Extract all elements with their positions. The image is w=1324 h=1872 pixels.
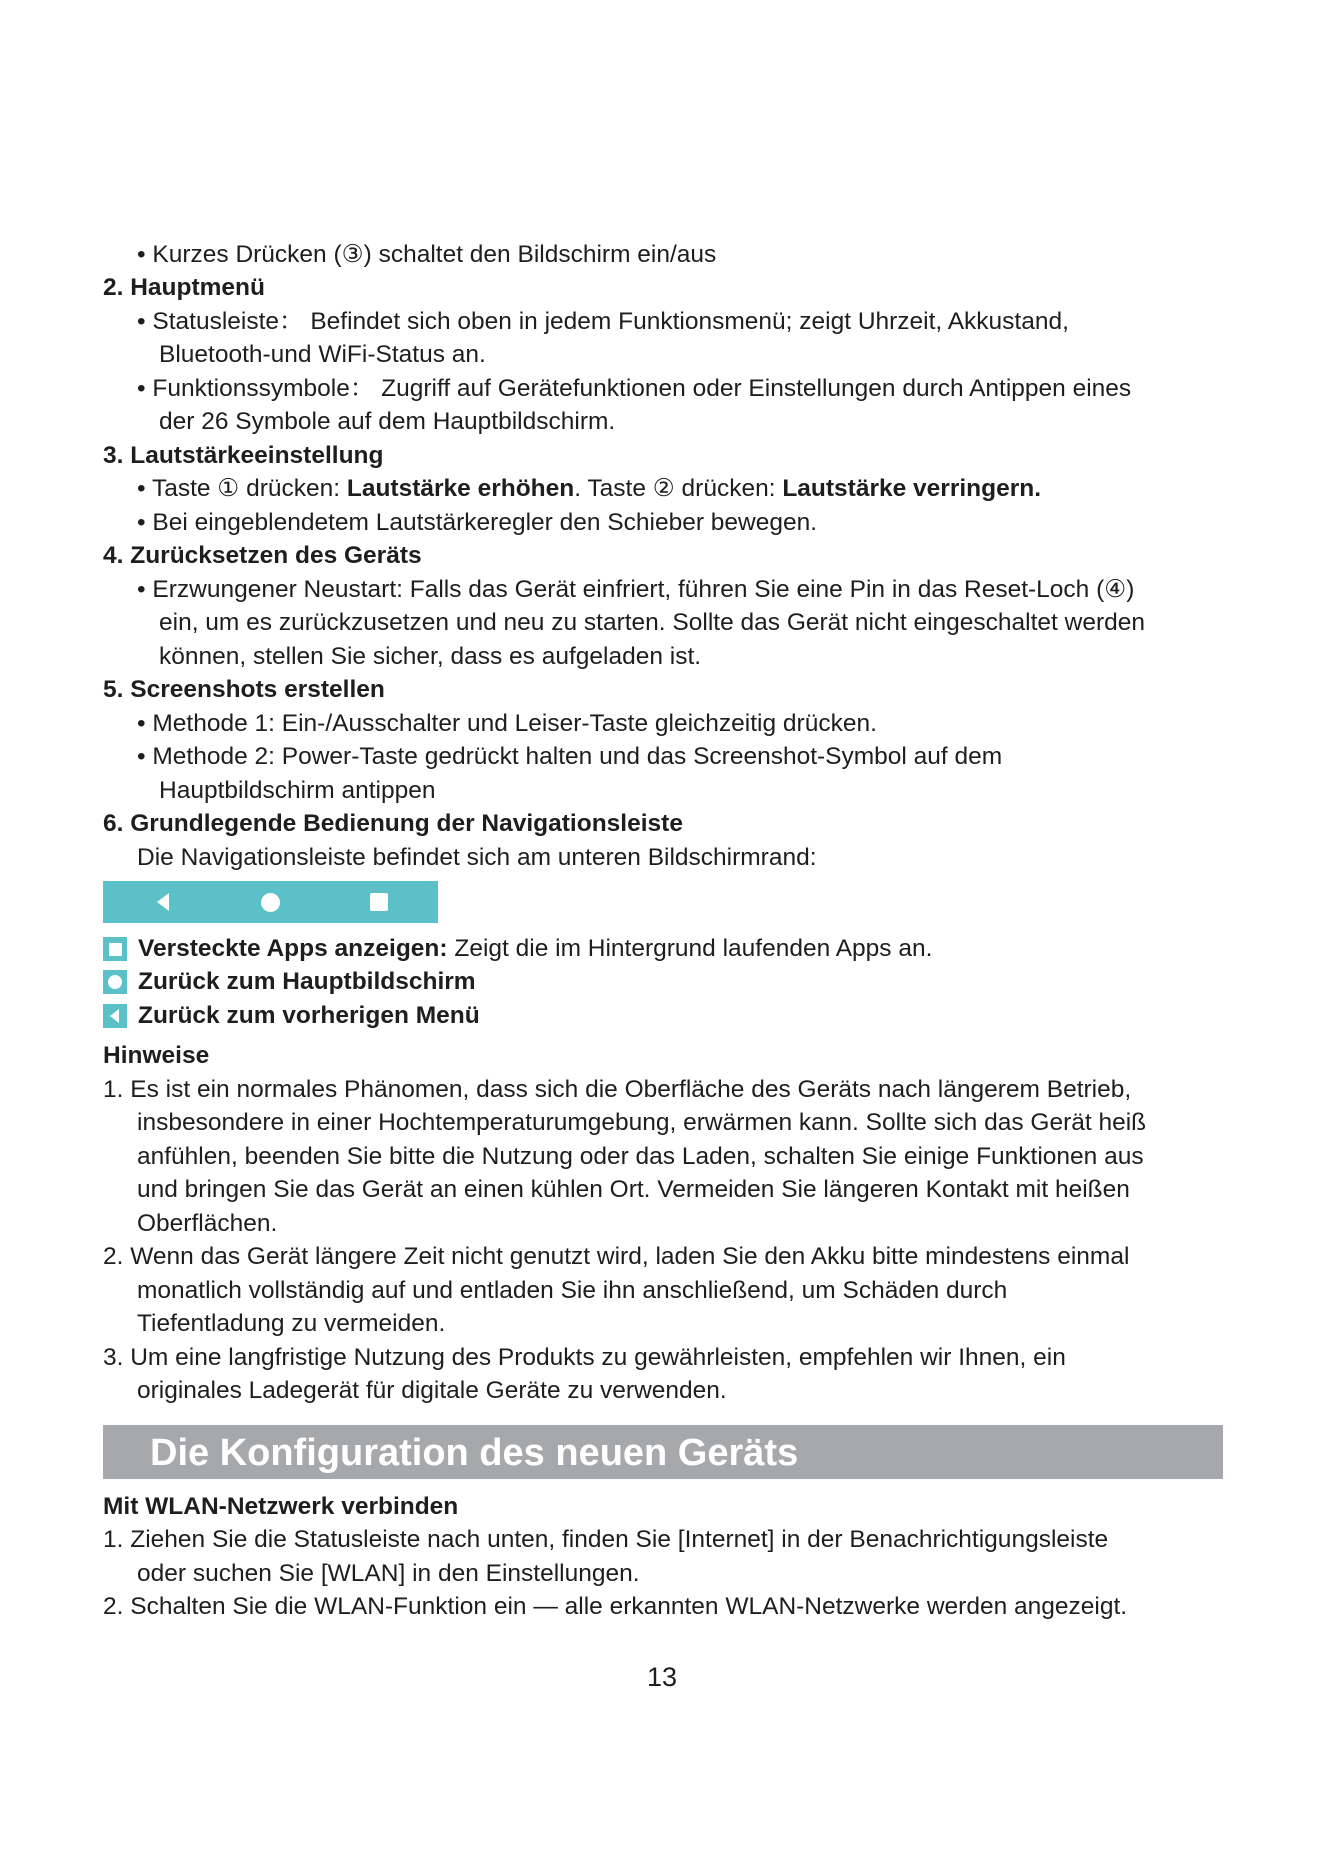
note-1-cont-3: und bringen Sie das Gerät an einen kühlen Ort. Vermeiden Sie längeren Kontakt mit heißen xyxy=(137,1176,1130,1203)
short-press-bullet: • Kurzes Drücken (③) schaltet den Bildschirm ein/aus xyxy=(137,241,717,268)
navbar-intro: Die Navigationsleiste befindet sich am unteren Bildschirmrand: xyxy=(137,844,817,871)
recent-apps-icon xyxy=(103,937,127,961)
volume-down-label: Lautstärke verringern. xyxy=(782,475,1042,502)
legend-recent-bold: Versteckte Apps anzeigen: xyxy=(138,935,448,962)
legend-recent-apps xyxy=(138,932,932,966)
navigation-bar-illustration xyxy=(103,881,438,923)
section-banner xyxy=(103,1425,1223,1479)
volume-up-label: Lautstärke erhöhen xyxy=(346,475,575,502)
note-3: 3. Um eine langfristige Nutzung des Produkts zu gewährleisten, empfehlen wir Ihnen, ein xyxy=(103,1344,1066,1371)
back-triangle-icon xyxy=(151,881,175,923)
note-3-cont-1: originales Ladegerät für digitale Geräte zu verwenden. xyxy=(137,1377,727,1404)
legend-home: Zurück zum Hauptbildschirm xyxy=(138,968,476,995)
legend-recent-text: Zeigt die im Hintergrund laufenden Apps an. xyxy=(447,935,933,962)
function-symbols-bullet: • Funktionssymbole： Zugriff auf Gerätefunktionen oder Einstellungen durch Antippen eines xyxy=(137,375,1132,402)
function-symbols-bullet-cont: der 26 Symbole auf dem Hauptbildschirm. xyxy=(159,408,616,435)
section-3-heading: 3. Lautstärkeeinstellung xyxy=(103,442,384,469)
note-1-cont-2: anfühlen, beenden Sie bitte die Nutzung oder das Laden, schalten Sie einige Funktionen aus xyxy=(137,1143,1144,1170)
wlan-step-1: 1. Ziehen Sie die Statusleiste nach unten, finden Sie [Internet] in der Benachrichtigungsleiste xyxy=(103,1526,1109,1553)
home-circle-icon xyxy=(258,881,282,923)
section-2-heading: 2. Hauptmenü xyxy=(103,274,265,301)
screenshot-method-1: • Methode 1: Ein-/Ausschalter und Leiser-Taste gleichzeitig drücken. xyxy=(137,710,877,737)
section-5-heading: 5. Screenshots erstellen xyxy=(103,676,385,703)
wlan-step-1-cont: oder suchen Sie [WLAN] in den Einstellungen. xyxy=(137,1560,640,1587)
volume-keys-text-a: • Taste ① drücken: xyxy=(137,475,347,502)
statusbar-bullet: • Statusleiste： Befindet sich oben in jedem Funktionsmenü; zeigt Uhrzeit, Akkustand, xyxy=(137,308,1069,335)
note-2-cont-1: monatlich vollständig auf und entladen Sie ihn anschließend, um Schäden durch xyxy=(137,1277,1008,1304)
note-1-cont-4: Oberflächen. xyxy=(137,1210,278,1237)
wlan-heading: Mit WLAN-Netzwerk verbinden xyxy=(103,1493,459,1520)
volume-slider-bullet: • Bei eingeblendetem Lautstärkeregler den Schieber bewegen. xyxy=(137,509,818,536)
statusbar-bullet-cont: Bluetooth-und WiFi-Status an. xyxy=(159,341,486,368)
legend-back: Zurück zum vorherigen Menü xyxy=(138,1002,480,1029)
note-1: 1. Es ist ein normales Phänomen, dass sich die Oberfläche des Geräts nach längerem Betrieb, xyxy=(103,1076,1132,1103)
wlan-step-2: 2. Schalten Sie die WLAN-Funktion ein — alle erkannten WLAN-Netzwerke werden angezeigt. xyxy=(103,1593,1128,1620)
reset-bullet: • Erzwungener Neustart: Falls das Gerät einfriert, führen Sie eine Pin in das Reset-Loch (④) xyxy=(137,576,1135,603)
banner-title: Die Konfiguration des neuen Geräts xyxy=(150,1432,799,1474)
note-2: 2. Wenn das Gerät längere Zeit nicht genutzt wird, laden Sie den Akku bitte mindestens einmal xyxy=(103,1243,1130,1270)
volume-keys-text-c: . Taste ② drücken: xyxy=(574,475,783,502)
recent-square-icon xyxy=(367,881,391,923)
home-icon xyxy=(103,970,127,994)
volume-keys-bullet xyxy=(137,472,1041,506)
notes-heading: Hinweise xyxy=(103,1042,210,1069)
back-icon xyxy=(103,1004,127,1028)
reset-bullet-cont-2: können, stellen Sie sicher, dass es aufgeladen ist. xyxy=(159,643,702,670)
screenshot-method-2-cont: Hauptbildschirm antippen xyxy=(159,777,436,804)
reset-bullet-cont-1: ein, um es zurückzusetzen und neu zu starten. Sollte das Gerät nicht eingeschaltet werden xyxy=(159,609,1146,636)
note-2-cont-2: Tiefentladung zu vermeiden. xyxy=(137,1310,446,1337)
section-6-heading: 6. Grundlegende Bedienung der Navigationsleiste xyxy=(103,810,683,837)
screenshot-method-2: • Methode 2: Power-Taste gedrückt halten und das Screenshot-Symbol auf dem xyxy=(137,743,1003,770)
page-number: 13 xyxy=(646,1662,678,1692)
note-1-cont-1: insbesondere in einer Hochtemperaturumgebung, erwärmen kann. Sollte sich das Gerät heiß xyxy=(137,1109,1147,1136)
section-4-heading: 4. Zurücksetzen des Geräts xyxy=(103,542,422,569)
